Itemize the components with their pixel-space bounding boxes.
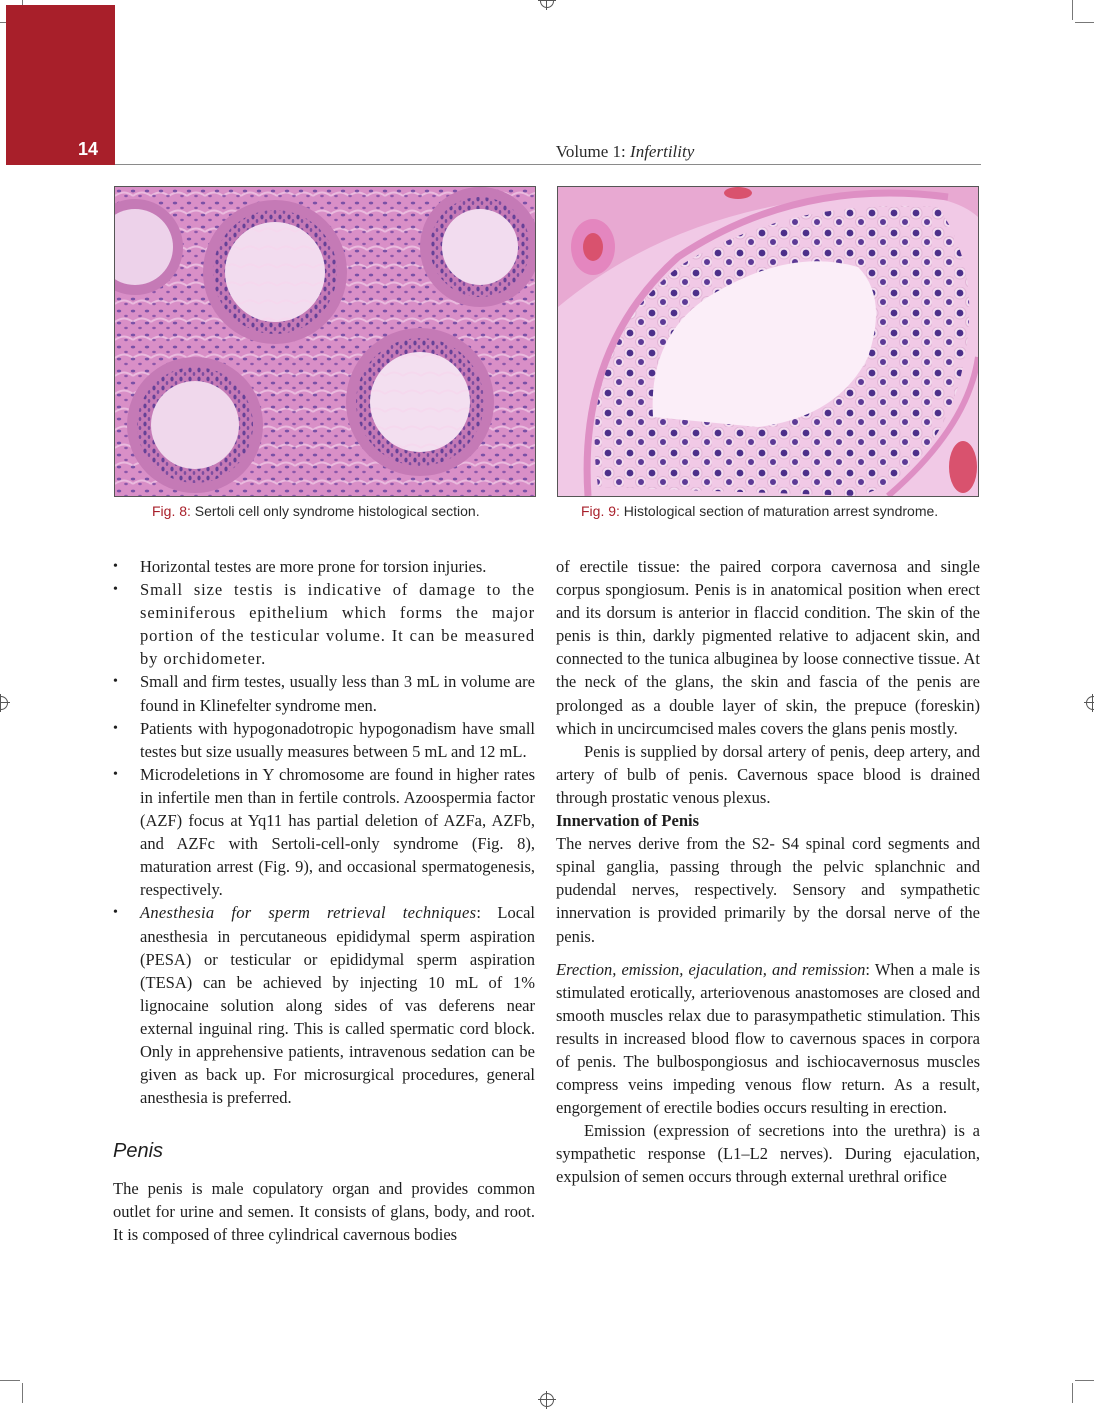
figure-8-caption-text: Sertoli cell only syndrome histological section. <box>194 503 480 519</box>
figure-9-caption-text: Histological section of maturation arrest syndrome. <box>623 503 939 519</box>
bullet-text: Horizontal testes are more prone for torsion injuries. <box>140 557 487 576</box>
bullet-text: : Local anesthesia in percutaneous epididymal sperm aspiration (PESA) or testicular or epididymal sperm aspiration (TESA) can be achieved by injecting 10 mL of 1% lignocaine solution along sides of vas deferens near external inguinal ring. This is called spermatic cord block. Only in apprehensive patients, intravenous sedation can be given as back up. For microsurgical procedures, general anesthesia is preferred. <box>140 903 535 1108</box>
figure-9-caption <box>581 503 938 519</box>
list-item <box>113 555 535 578</box>
list-item <box>113 717 535 763</box>
bullet-text: Small size testis is indicative of damage to the seminiferous epithelium which forms the major portion of the testicular volume. It can be measured by orchidometer. <box>140 580 535 669</box>
bullet-icon: • <box>113 766 118 782</box>
crop-mark <box>1075 22 1094 23</box>
right-column <box>556 555 980 1189</box>
paragraph: The nerves derive from the S2- S4 spinal cord segments and spinal ganglia, passing through the pelvic splanchnic and pudendal nerves, respectively. Sensory and sympathetic innervation is provided primarily by the dorsal nerve of the penis. <box>556 834 980 946</box>
bullet-text: Microdeletions in Y chromosome are found in higher rates in infertile men than in fertile controls. Azoospermia factor (AZF) focus at Yq11 has partial deletion of AZFa, AZFb, and AZFc with Sertoli-cell-only syndrome (Fig. 8), maturation arrest (Fig. 9), and occasional spermatogenesis, respectively. <box>140 764 535 900</box>
crop-mark <box>1072 1383 1073 1403</box>
chapter-tab <box>6 5 115 165</box>
bullet-icon: • <box>113 559 118 574</box>
figure-8-caption <box>152 503 480 519</box>
registration-mark <box>1086 696 1094 710</box>
bullet-icon: • <box>113 905 118 921</box>
bullet-icon: • <box>113 582 119 598</box>
figure-9-image <box>557 186 979 497</box>
paragraph-text: : When a male is stimulated erotically, arteriovenous anastomoses are closed and smooth muscles relax due to parasympathetic stimulation. This results in increased blood flow to cavernous spaces in corpora of penis. The bulbospongiosus and ischiocavernosus muscles compress veins impeding venous flow return. As a result, engorgement of erectile bodies occurs resulting in erection. <box>556 959 981 1118</box>
registration-mark <box>540 0 554 8</box>
list-item <box>113 670 535 716</box>
bullet-icon: • <box>113 674 118 690</box>
crop-mark <box>1072 0 1073 20</box>
bullet-list <box>113 555 535 1109</box>
paragraph-lead: Erection, emission, ejaculation, and remission <box>556 959 866 979</box>
bullet-text: Patients with hypogonadotropic hypogonadism have small testes but size usually measures between 5 mL and 12 mL. <box>140 718 535 761</box>
paragraph <box>556 958 980 1120</box>
section-title: Penis <box>113 1140 164 1163</box>
volume-title: Infertility <box>630 142 695 161</box>
paragraph: of erectile tissue: the paired corpora cavernosa and single corpus spongiosum. Penis is in anatomical position when erect and its dorsum is anterior in flaccid condition. The skin of the penis is thin, darkly pigmented relative to adjacent skin, and connected to the tunica albuginea by loose connective tissue. At the neck of the glans, the skin and fascia of the penis are prolonged as a double layer of skin, the prepuce (foreskin) which in uncircumcised males covers the glans penis mostly. <box>556 557 980 738</box>
registration-mark <box>0 696 8 710</box>
running-head <box>115 142 1094 162</box>
header-rule <box>115 164 981 165</box>
crop-mark <box>1075 1380 1094 1381</box>
paragraph: Emission (expression of secretions into the urethra) is a sympathetic response (L1–L2 nerves). During ejaculation, expulsion of semen occurs through external urethral orifice <box>556 1121 980 1187</box>
figure-9-label: Fig. 9: <box>581 503 620 519</box>
crop-mark <box>0 1380 20 1381</box>
bullet-icon: • <box>113 720 118 736</box>
paragraph: Penis is supplied by dorsal artery of penis, deep artery, and artery of bulb of penis. Cavernous space blood is drained through prostatic venous plexus. <box>556 741 980 807</box>
list-item <box>113 578 535 670</box>
left-column <box>113 555 535 1247</box>
figure-8-label: Fig. 8: <box>152 503 191 519</box>
crop-mark <box>22 1383 23 1403</box>
bullet-lead: Anesthesia for sperm retrieval techniques <box>140 903 477 923</box>
page-number: 14 <box>78 139 99 159</box>
subheading: Innervation of Penis <box>556 811 700 831</box>
registration-mark <box>540 1393 554 1407</box>
figure-8-image <box>114 186 536 497</box>
paragraph: The penis is male copulatory organ and provides common outlet for urine and semen. It consists of glans, body, and root. It is composed of three cylindrical cavernous bodies <box>113 1179 535 1245</box>
bullet-text: Small and firm testes, usually less than 3 mL in volume are found in Klinefelter syndrome men. <box>140 672 535 715</box>
volume-label: Volume 1: <box>555 142 631 161</box>
list-item <box>113 901 535 1109</box>
list-item <box>113 763 535 902</box>
